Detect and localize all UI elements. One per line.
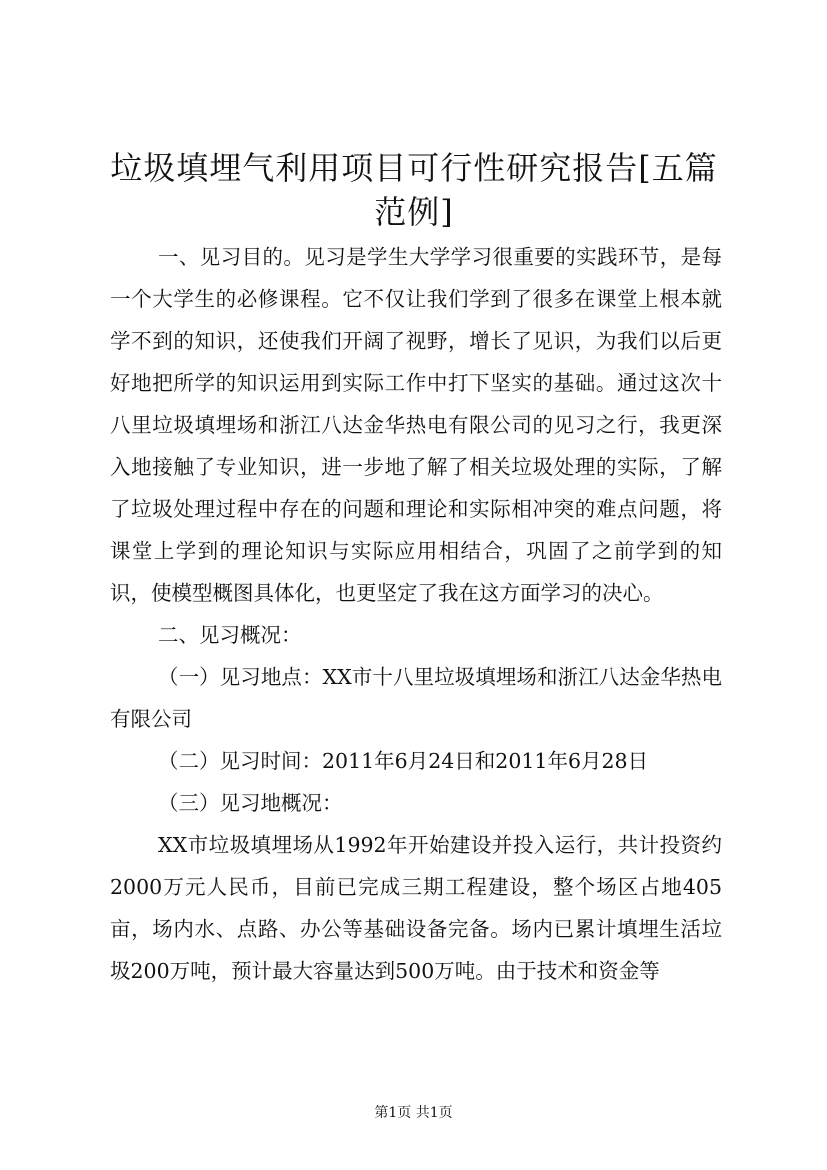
paragraph-overview-heading: 二、见习概况： [158, 623, 302, 647]
document-body [110, 236, 722, 992]
paragraph-purpose: 一、见习目的。见习是学生大学学习很重要的实践环节，是每一个大学生的必修课程。它不仅让我们学到了很多在课堂上根本就学不到的知识，还使我们开阔了视野，增长了见识，为我们以后更好地把所学的知识运用到实际工作中打下坚实的基础。通过这次十八里垃圾填埋场和浙江八达金华热电有限公司的见习之行，我更深入地接触了专业知识，进一步地了解了相关垃圾处理的实际，了解了垃圾处理过程中存在的问题和理论和实际相冲突的难点问题，将课堂上学到的理论知识与实际应用相结合，巩固了之前学到的知识，使模型概图具体化，也更坚定了我在这方面学习的决心。 [110, 245, 722, 605]
document-title: 垃圾填埋气利用项目可行性研究报告[五篇范例] [110, 149, 718, 231]
paragraph-site-description: XX市垃圾填埋场从1992年开始建设并投入运行，共计投资约2000万元人民币，目前已完成三期工程建设，整个场区占地405亩，场内水、点路、办公等基础设备完备。场内已累计填埋生活垃圾200万吨，预计最大容量达到500万吨。由于技术和资金等 [110, 833, 722, 983]
paragraph-site-heading: （三）见习地概况： [158, 791, 343, 815]
paragraph-location: （一）见习地点：XX市十八里垃圾填埋场和浙江八达金华热电有限公司 [110, 665, 722, 731]
paragraph-time: （二）见习时间：2011年6月24日和2011年6月28日 [158, 749, 649, 773]
page-footer: 第1页 共1页 [374, 1105, 453, 1121]
